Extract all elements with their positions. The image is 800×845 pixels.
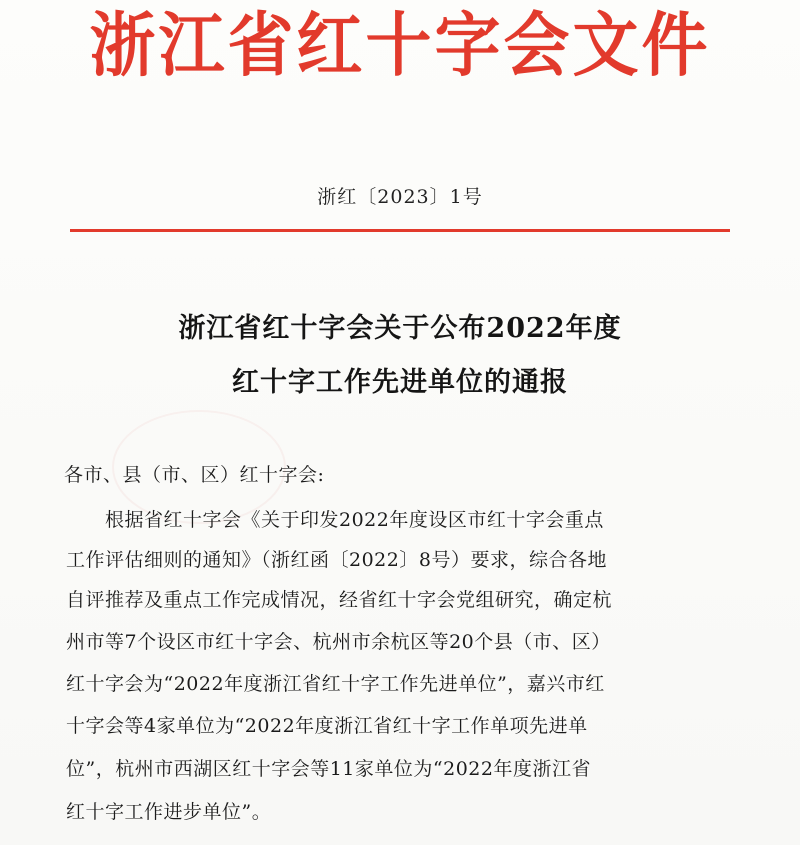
document-masthead: 浙江省红十字会文件 — [89, 5, 711, 86]
body-line: 州市等7个设区市红十字会、杭州市余杭区等20个县（市、区） — [66, 631, 611, 653]
body-line: 位”，杭州市西湖区红十字会等11家单位为“2022年度浙江省 — [66, 758, 591, 780]
body-line: 自评推荐及重点工作完成情况，经省红十字会党组研究，确定杭 — [66, 589, 613, 611]
salutation: 各市、县（市、区）红十字会: — [64, 464, 325, 486]
red-divider-line — [70, 229, 730, 232]
body-line: 红十字工作进步单位”。 — [66, 801, 272, 823]
document-number: 浙红〔2023〕1号 — [317, 186, 483, 208]
body-line: 红十字会为“2022年度浙江省红十字工作先进单位”，嘉兴市红 — [66, 673, 605, 695]
body-line: 十字会等4家单位为“2022年度浙江省红十字工作单项先进单 — [66, 715, 588, 737]
body-line: 工作评估细则的通知》（浙红函〔2022〕8号）要求，综合各地 — [66, 549, 607, 571]
body-line: 根据省红十字会《关于印发2022年度设区市红十字会重点 — [105, 509, 604, 531]
document-title-line-2: 红十字工作先进单位的通报 — [232, 367, 568, 398]
document-title-line-1: 浙江省红十字会关于公布2022年度 — [178, 313, 622, 344]
